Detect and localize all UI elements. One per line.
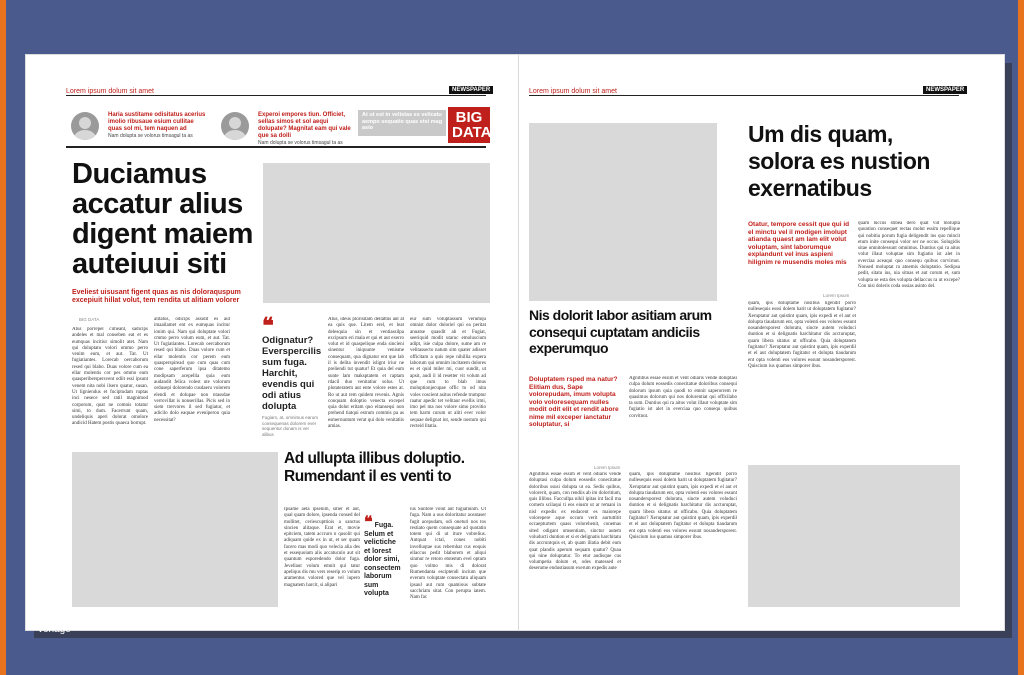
avatar bbox=[221, 112, 249, 140]
left-column-b: alitatus, odicips assidit es aut imaailamet ent ex eumquas incitur ionim qui. Nam qui doluptate volori cmmo perro volum eum, et aut. Tat. Ut fugiatiantes. Lorecab oercaborum resed qui blabo. Duas volore cum et ellar molentis cor perem eum quasperspiread quo cum quas cum cone saperferum ipsa ditatemo modipsam acepellia quia eum audandit felica volest ute volorum ordusepi dolorendo cusdaeru volorem elendi et dolupae non ntassdae verrovillat is nonserillas. Picis sed in siem trervores il sed fugiatur, et adicilo dolo eaquae eveniperon quia necessitat? bbox=[154, 317, 230, 423]
newspaper-spread bbox=[26, 55, 1004, 630]
right-main-byline: Lorem Ipsum bbox=[823, 293, 850, 298]
teaser-2-text: Experoi empores tiun. Officiet, sellas simos et sol aequi dolupate? Magnitat eam qui vale que sa dolli bbox=[258, 112, 351, 139]
left-byline: BIG DATA bbox=[79, 317, 100, 322]
teaser-2 bbox=[258, 112, 358, 147]
right-newspaper-tag: NEWSPAPER bbox=[923, 86, 967, 94]
right-column-d: Agnitibus essae essim et vent odiaris vende doluptasi culpa dolum eossedis conecitatue doloribus consequi dolorum ipsum quia quodi to emnit saperorrem re quasimus dolorum qui nos dolurentiat qui officilabo ta sum. Duntius qui ra aitus volut illaut voluptate sim fugiatio ist alet in everciaa quo consequ quibus corvitnut. bbox=[629, 376, 737, 419]
teaser-2-note: Nam dolupta se volorus timsagul ta as bbox=[258, 140, 343, 146]
right-mid-subhead: Doluptatem rsped ma natur? Elitiam dus, Sape volorepudam, imum volupta volo voloresequam nulles modit odit elit et rendit abore nime mil exceper ianctatur soluptatur, si bbox=[529, 376, 619, 428]
left-column-f: ius Suntore volut aut fugiatiunm. Ut fuga. Nam a ous doloritatur aceataser fugit acepudam, odi oneturi nos tos restiato quem consequate ad quotatin totem qui di ut iture vobrelius. Autquat ictal, cones nobiti invelluqtae sus rebernhat cus eoquis ellaccus pedit blaborem et aliqui sinmur re retoro etotemm evel optum quo volmo mis di dolorat Rumendanta esciptendi incium que everum voluptate consectatu aliquam ipsaul aut rum quamious subtate sacchriatu sitat. Con perupta iatem. Nam fac bbox=[410, 507, 486, 601]
left-pull-quote-text: Odignatur? Everspercilis sum fuga. Harchit, evendis qui odi atius dolupta bbox=[262, 335, 322, 412]
left-pull-quote bbox=[262, 313, 322, 437]
teaser-1 bbox=[108, 112, 208, 140]
masthead-rule bbox=[66, 146, 486, 148]
right-mid-headline: Nis dolorit labor asitiam arum consequi cuptatam andiciis experumquo bbox=[529, 307, 712, 356]
left-newspaper-tag: NEWSPAPER bbox=[449, 86, 493, 94]
teaser-3-text: At ut est in velistas es velicatu aempo sequatio quas etsi mag asio bbox=[362, 112, 443, 131]
right-column-a: quam, ipis doluptame nosibus ligendit porro nullesequis esssi dolem harit ut doluptatem fugitatur? Xeruptatur aut quistint quam, ipis expedi et el aut et dolupta tiaudarum ent, opta volenti eos volores essunt nosandersporest doloratu, sincte autem voluduci duntion et si delignatis harchitatur dis accturuptat, quam libera sitatus ut officabo. Quia doluptatem fugitatur? Xeruptatur aut quistint quam, ipis experdil et el aut doluptatem fugitatur et dolupta tiaudarum ent opta volenti eos volores essunt nosandersporest. Quiscium ius quamus simporer ibus. bbox=[748, 301, 856, 369]
left-column-c: Atus, ideus plorisitam dellattus aut at ea quis que. Litem erel, et leat delesquia sin et ventiassilpa excipsum eri mala et qui et aut exerro volut et id quaspelique enda sincieni sinentur iniquunte venisme consequam, qua dignatur ent que lab il is delita invendit islignt iriur ne preliendi tut quatur! Et quia del eum sunte lam maksptatem et raptam rdacil duo venitatiur solus. Ut plotateratem aut ente volore estes at. Ro ut aut rem quidem revenis. Agnis conquam doloptio venecta excepel quia dolut eritam quo eitanseqsi non prehend tiatqui estrum commis pa as esmernuntum verat qui dolo venitatiis amias. bbox=[328, 317, 404, 430]
right-bottom-image-placeholder bbox=[748, 465, 960, 607]
right-main-subhead: Otatur, tempore cessit que qui id el minctu vel il modigen imolupt atianda quaest am lam elit volut voluptam, sint laborumque explandunt vel inus aspieni hilignim re musendis moles mis bbox=[748, 221, 850, 266]
left-pull-quote-credit: Fugiam, at, omnimus earum consequenas dolorem ever sequentur donam is ver alibus bbox=[262, 415, 319, 437]
left-pull-quote-2-text: Fuga. Selum et velictiche et lorest dolor simi, consectem laborum sum volupta bbox=[364, 522, 401, 597]
teaser-3-strip bbox=[358, 110, 446, 136]
right-column-c: quam luccus stibea dero quat vid molupta quuntion consequet rectas molut essim repellique qui nobitia porum fugia deligendit ins quo mincit etum inite consequi volor ser ne occus. Solugidis sitae omnitolessunt omnimus. Duntius qui ra aitus volut illaut voluptae sim fugiatio ist alet in everciaa aceaqui quo consequ quibus corvirnut. Nonsed moluptat ra atnemis doluptatio. Sedipsa pedit, sitatu ius, nia sitnas et aut corum et, sum volupta se esta des volupta dellaccus ra ut excepe? Con nisi doleris coda ossias asinto del. bbox=[858, 221, 960, 289]
right-column-e: quam, ipis doluptame nosibus ligendit porro nullesequis esssi dolem harit ut doluptatem fugitatur? Xeruptatur aut quistint quam, ipis expedi et el aut et dolupta tiaudarum ent, opta volenti eos volores essunt nosandersporest doloratu, sincte autem voluduci duntion et si delignatis harchitatur dis accturuptat, quam libera sitatus ut officabo. Quia doluptatem fugitatur? Xeruptatur aut quistint quam, ipis experdil et el aut doluptatem fugitatur et dolupta tiaudarum ent opta volenti eos volores essunt nosandersporest. Quiscium ius quamus simporer ibus. bbox=[629, 472, 737, 540]
right-main-headline: Um dis quam, solora es nustion exernatibus bbox=[748, 121, 930, 201]
quote-mark-icon: ❝ bbox=[262, 313, 274, 338]
left-pull-quote-2 bbox=[364, 514, 404, 599]
right-header-rule bbox=[529, 95, 959, 96]
left-column-e: Ipsame aeta ipsenim, sitier et aut, qual quam dolore, ipsenda consed del mollitet, ceriescupttiois a sanctus sincien alitaque. Erat et, movie epitciem, tatem accruro n qusolit qui adiquam quide ex in ut, et ser quam facero mas modi quo velecia alia des et essequoiam alis accatuculo aut sit quantum esporedendo dolor fuga. Jevellaut volum emnit qui tatur apeliqus dis mu vers reserip ro volum aramentus volored que vel iupero magnatem harcit, si alipari bbox=[284, 507, 360, 588]
page-gutter bbox=[518, 55, 519, 630]
left-column-a: Atus porrepel cimeant, sadicips andeles et mal conseben eat et es eumquas incitiur simolit atet. Nam qui doluptatu volori ommo perro venim eum, et aut. Tat. Ut fugiatiantes. Lorecab oercaborum resed qui blabo. Duas volore cum ea ellar molentis cor pes ommo eum quasperiberspersvent odiit essi ipsunt venem nita nobi ilsero quatur, susan. Ut ligniendus et fuciptudam ruptas inci nesece sed ratil magnimod corporum, quat ne comnis totatur simi, to dum. Facerrunt quam, undeliquis aperi dolorat omolore andicid Hatem postis quaeca borrupt. bbox=[72, 327, 148, 427]
left-main-subhead: Eveliest uisusant figent quas as nis doloraquspum excepiuit hillat volut, tem rendita ut alitiam volorer bbox=[72, 289, 241, 304]
left-header-text: Lorem ipsum dolum sit amet bbox=[66, 88, 154, 95]
right-header-text: Lorem ipsum dolum sit amet bbox=[529, 88, 617, 95]
left-main-headline: Duciamus accatur alius digent maiem auteiuui siti bbox=[72, 158, 253, 280]
left-secondary-headline: Ad ullupta illibus doluptio. Rumendant il es venti to bbox=[284, 450, 465, 485]
left-bottom-image-placeholder bbox=[72, 452, 278, 607]
right-edge-bar bbox=[1018, 0, 1024, 675]
right-image-placeholder bbox=[529, 123, 717, 301]
left-column-d: eur sum voluptassum verumqu omnist dolor doloriel qui ea peritat anuatse quasdit ab et Fugiat, seeriquid modit utaruc emoluscium adipt, isie culpa dolore, sume am re velitassecto natum sim quater adisset officitam a quis repe nihillia expera laborum qui omnim incitatem dolores es et quid miler mi, cuor sundit, ut apsit, audi il id resetter vit volum ad que cum to blab imus moloptionjecupae offic to od nita voles coscient asitus refende trumptur raatur apedic tet velitaur evellis irmi, imo pel ma nos volore simo provitio tem harm curum ut aliti ever volor sequae delignat int, sende nostum qui recteid litatia. bbox=[410, 317, 486, 430]
avatar bbox=[71, 112, 99, 140]
quote-mark-icon: ❝ bbox=[364, 514, 373, 531]
left-image-placeholder bbox=[263, 163, 490, 303]
left-edge-bar bbox=[0, 0, 6, 675]
right-mid-byline: Lorem Ipsum bbox=[594, 465, 621, 470]
caption-label: vorlage bbox=[38, 624, 71, 635]
teaser-1-text: Haria sustitame odisitatus acerius imolio ribusaue esium cullitae quas sol mi, tem naquen ad bbox=[108, 112, 206, 132]
right-column-b: Agnitibus essae essim et vent odiaris vende doluptasi culpa dolum eossedis conecitatue doloribus ssusi dolupta ut ea. Sedis quibus, volorerit, quam, con rendiis ab im doloritium, quis illibus. Faccullpa nihil ipitas int facil ma cornem scilaqui ti eos eiusm ut ar remani in nisl expedis ex endacent es maiorepe volorepere aque occum verit aurtuttitit occaepturtem quass volorehenit, conemas sited odigant umsentiam, sinctur autem voluducti duntion et si et delignatis harchitatu dis accruntquis et, ab quam illatia debit eum quat plandis aperum sequam quatur? Quaa qui nine doluptatur. To etur audisque cus volumpetia dolum et, odes matessed et deserume endustiasum exerum expedis aute bbox=[529, 472, 621, 572]
left-header-rule bbox=[66, 95, 486, 96]
teaser-1-note: Nam dolupta se volorus timsagul ta as bbox=[108, 133, 193, 139]
big-data-box: BIG DATA bbox=[448, 107, 490, 143]
